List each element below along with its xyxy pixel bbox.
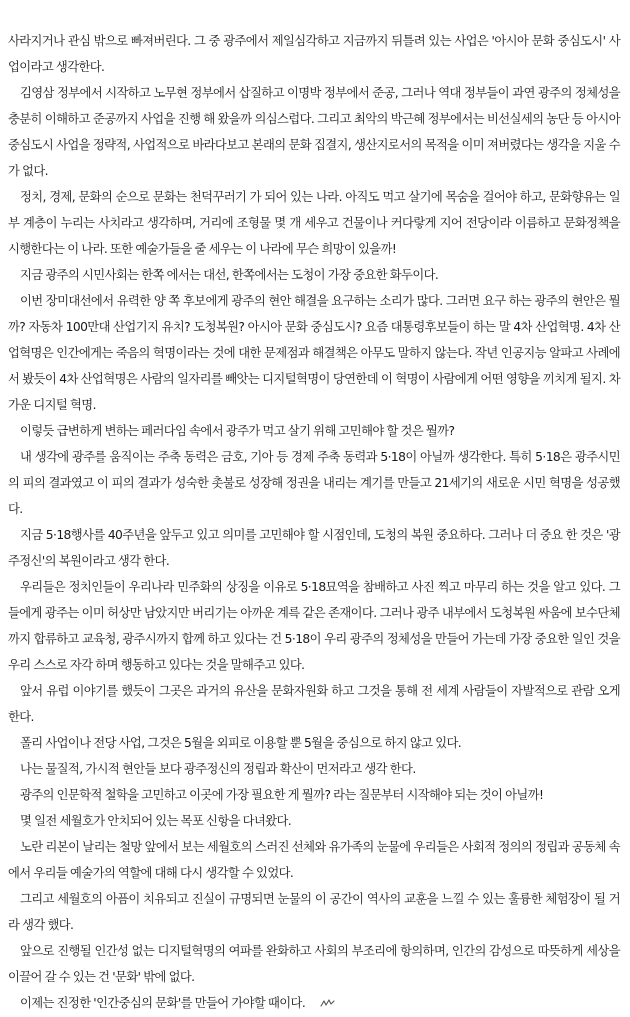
paragraph: 폴리 사업이나 전당 사업, 그것은 5월을 외피로 이용할 뿐 5월을 중심으로 하지 않고 있다. [20, 736, 462, 750]
paragraph: 몇 일전 세월호가 안치되어 있는 목포 신항을 다녀왔다. [20, 814, 292, 828]
paragraph: 지금 광주의 시민사회는 한쪽 에서는 대선, 한쪽에서는 도청이 가장 중요한 화두이다. [20, 268, 439, 282]
last-paragraph-text: 이제는 진정한 '인간중심의 문화'를 만들어 가야할 때이다. [20, 996, 306, 1010]
paragraph: 앞서 유럽 이야기를 했듯이 그곳은 과거의 유산을 문화자원화 하고 그것을 통해 전 세계 사람들이 자발적으로 관람 오게 한다. [8, 684, 620, 724]
paragraph: 지금 5·18행사를 40주년을 앞두고 있고 의미를 고민해야 할 시점인데, 도청의 복원 중요하다. 그러나 더 중요 한 것은 '광주정신'의 복원이라고 생각 한다. [8, 528, 621, 568]
paragraph: 노란 리본이 날리는 철망 앞에서 보는 세월호의 스러진 선체와 유가족의 눈물에 우리들은 사회적 정의의 정립과 공동체 속에서 우리들 예술가의 역할에 대해 다시 생각할 수 있었다. [8, 840, 620, 880]
paragraph: 나는 물질적, 가시적 현안들 보다 광주정신의 정립과 확산이 먼저라고 생각 한다. [20, 762, 416, 776]
paragraph: 우리들은 정치인들이 우리나라 민주화의 상징을 이유로 5·18묘역을 참배하고 사진 찍고 마무리 하는 것을 알고 있다. 그들에게 광주는 이미 허상만 남았지만 버리기는 아까운 계륵 같은 존재이다. 그러나 광주 내부에서 도청복원 싸움에 보수단체까지 합류하고 교육청, 광주시까지 합께 하고 있다는 건 5·18이 우리 광주의 정체성을 만들어 가는데 가장 중요한 일인 것을 우리 스스로 자각 하며 행동하고 있다는 것을 말해주고 있다. [8, 580, 620, 672]
paragraph: 그리고 세월호의 아픔이 치유되고 진실이 규명되면 눈물의 이 공간이 역사의 교훈을 느낄 수 있는 훌륭한 체험장이 될 거라 생각 했다. [8, 892, 620, 932]
paragraph: 앞으로 진행될 인간성 없는 디지털혁명의 여파를 완화하고 사회의 부조리에 항의하며, 인간의 감성으로 따뜻하게 세상을 이끌어 갈 수 있는 건 '문화' 밖에 없다. [8, 944, 620, 984]
paragraph: 이렇듯 급변하게 변하는 페러다임 속에서 광주가 먹고 살기 위해 고민해야 할 것은 뭘까? [20, 424, 455, 438]
paragraph: 이번 장미대선에서 유력한 양 쪽 후보에게 광주의 현안 해결을 요구하는 소리가 많다. 그러면 요구 하는 광주의 현안은 뭘까? 자동차 100만대 산업기지 유치? 도청복원? 아시아 문화 중심도시? 요즘 대통령후보들이 하는 말 4차 산업혁명. 4차 산업혁명은 인간에게는 죽음의 혁명이라는 것에 대한 문제점과 해결책은 아무도 말하지 않는다. 작년 인공지능 알파고 사례에서 봤듯이 4차 산업혁명은 사람의 일자리를 빼앗는 디지털혁명이 당연한데 이 혁명이 사람에게 어떤 영향을 끼치게 될지. 차가운 디지털 혁명. [8, 294, 620, 412]
paragraph: 내 생각에 광주를 움직이는 주축 동력은 금호, 기아 등 경제 주축 동력과 5·18이 아닐까 생각한다. 특히 5·18은 광주시민의 피의 결과였고 이 피의 결과가 성숙한 촛불로 성장해 정권을 내리는 계기를 만들고 21세기의 새로운 시민 혁명을 성공했다. [8, 450, 620, 516]
end-mark-icon [308, 991, 336, 1017]
paragraph: 사라지거나 관심 밖으로 빠져버린다. 그 중 광주에서 제일심각하고 지금까지 뒤틀려 있는 사업은 '아시아 문화 중심도시' 사업이라고 생각한다. [8, 34, 620, 74]
last-paragraph [8, 990, 620, 1017]
paragraph: 정치, 경제, 문화의 순으로 문화는 천덕꾸러기 가 되어 있는 나라. 아직도 먹고 살기에 목숨을 걸어야 하고, 문화향유는 일부 계층이 누리는 사치라고 생각하며, 거리에 조형물 몇 개 세우고 건물이나 커다랗게 지어 전당이라 이름하고 문화정책을 시행한다는 이 나라. 또한 예술가들을 줄 세우는 이 나라에 무슨 희망이 있을까! [8, 190, 620, 256]
paragraph: 광주의 인문학적 철학을 고민하고 이곳에 가장 필요한 게 뭘까? 라는 질문부터 시작해야 되는 것이 아닐까! [20, 788, 544, 802]
paragraph: 김영삼 정부에서 시작하고 노무현 정부에서 삽질하고 이명박 정부에서 준공, 그러나 역대 정부들이 과연 광주의 정체성을 충분히 이해하고 준공까지 사업을 진행 해 왔을까 의심스럽다. 그리고 최악의 박근혜 정부에서는 비선실세의 농단 등 아시아 중심도시 사업을 정략적, 사업적으로 바라다보고 본래의 문화 집결지, 생산지로서의 목적을 이미 져버렸다는 생각을 지울 수가 없다. [8, 86, 620, 178]
